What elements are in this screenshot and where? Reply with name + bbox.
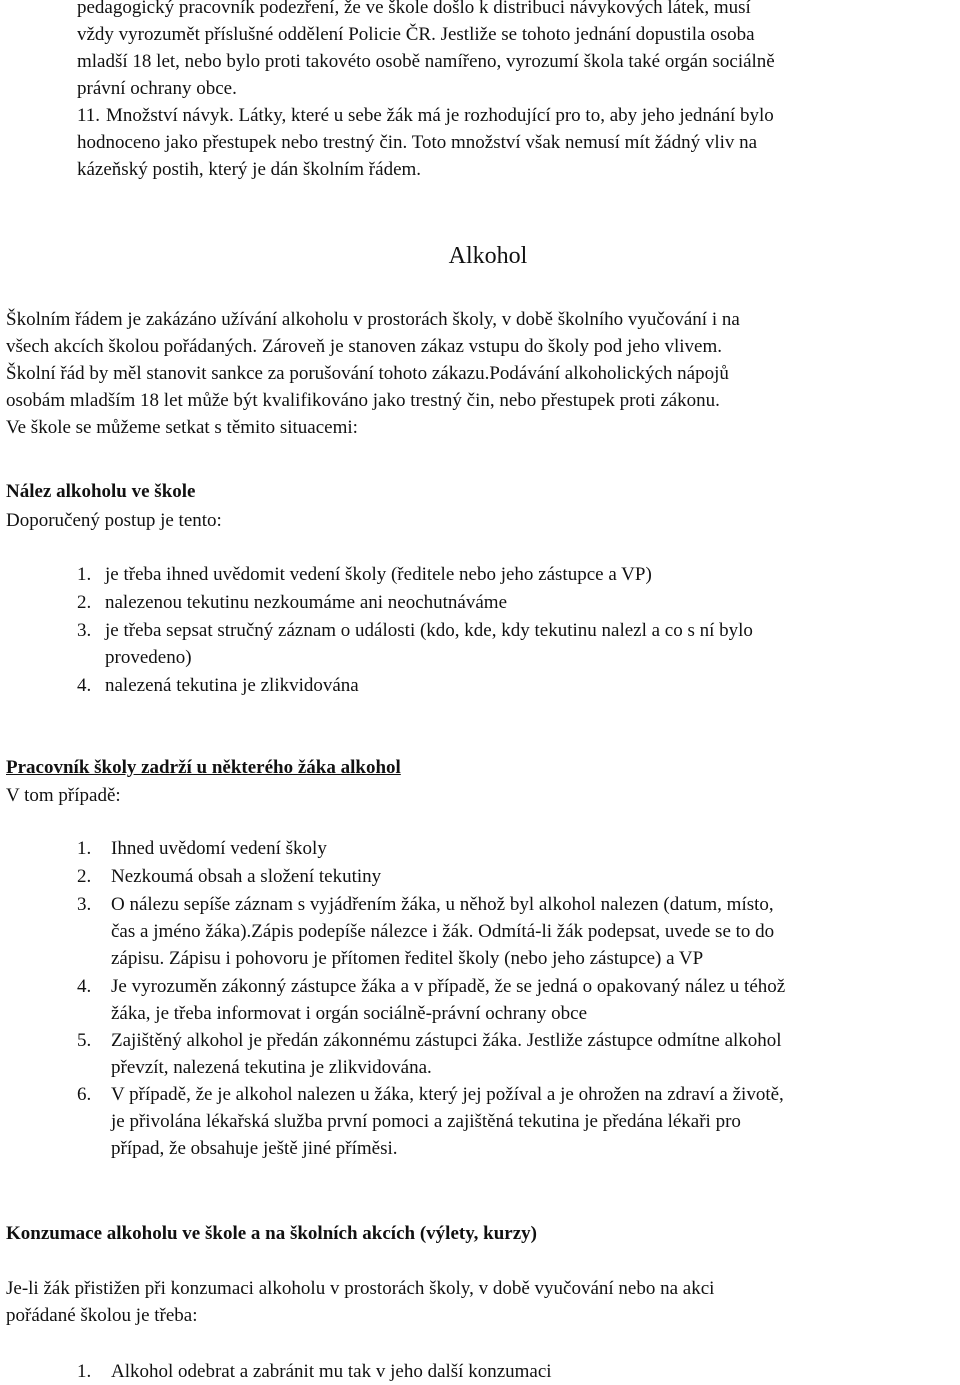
list-number: 5. [77,1030,92,1051]
text-line: Množství návyk. Látky, které u sebe žák má je rozhodující pro to, aby jeho jednání bylo [106,105,774,126]
text-line: zápisu. Zápisu i pohovoru je přítomen ředitel školy (nebo jeho zástupce) a VP [111,948,704,969]
text-line: pedagogický pracovník podezření, že ve škole došlo k distribuci návykových látek, musí [77,0,751,18]
text-line: Alkohol odebrat a zabránit mu tak v jeho další konzumaci [111,1361,552,1382]
list-number: 1. [77,564,92,585]
section-subheading: Doporučený postup je tento: [6,510,222,531]
text-line: osobám mladším 18 let může být kvalifikováno jako trestný čin, nebo přestupek proti zákonu. [6,390,720,411]
text-line: Zajištěný alkohol je předán zákonnému zástupci žáka. Jestliže zástupce odmítne alkohol [111,1030,782,1051]
text-line: hodnoceno jako přestupek nebo trestný čin. Toto množství však nemusí mít žádný vliv na [77,132,758,153]
text-line: nalezenou tekutinu nezkoumáme ani neochutnáváme [105,592,508,613]
text-line: je třeba ihned uvědomit vedení školy (ředitele nebo jeho zástupce a VP) [105,564,652,585]
alcohol-intro-paragraph [6,306,740,441]
text-line: Školní řád by měl stanovit sankce za porušování tohoto zákazu.Podávání alkoholických nápojů [6,363,729,384]
text-line: právní ochrany obce. [77,78,237,99]
list-number: 2. [77,866,92,887]
text-line: všech akcích školou pořádaných. Zároveň je stanoven zákaz vstupu do školy pod jeho vlivem. [6,336,722,357]
text-line: V případě, že je alkohol nalezen u žáka, který jej požíval a je ohrožen na zdraví a životě, [111,1084,784,1105]
section-heading-consumption: Konzumace alkoholu ve škole a na školních akcích (výlety, kurzy) [6,1223,537,1244]
text-line: Je vyrozuměn zákonný zástupce žáka a v případě, že se jedná o opakovaný nález u téhož [111,976,786,997]
intro-paragraph [77,0,775,102]
list-number: 1. [77,1361,92,1382]
list-number: 3. [77,620,92,641]
list-number: 2. [77,592,92,613]
text-line: provedeno) [105,647,192,668]
text-line: je přivolána lékařská služba první pomoci a zajištěná tekutina je předána lékaři pro [111,1111,741,1132]
list-number: 1. [77,838,92,859]
list-number: 6. [77,1084,92,1105]
text-line: Ihned uvědomí vedení školy [111,838,327,859]
text-line: mladší 18 let, nebo bylo proti takovéto osobě namířeno, vyrozumí škola také orgán sociálně [77,51,775,72]
consumption-intro-paragraph [6,1275,714,1329]
section-heading-finding: Nález alkoholu ve škole [6,481,196,502]
section-heading-alkohol [0,243,960,270]
text-line: nalezená tekutina je zlikvidována [105,675,359,696]
text-line: Školním řádem je zakázáno užívání alkoholu v prostorách školy, v době školního vyučování i na [6,309,740,330]
heading-text: Alkohol [448,243,528,269]
text-line: čas a jméno žáka).Zápis podepíše nálezce i žák. Odmítá-li žák podepsat, uvede se to do [111,921,775,942]
text-line: je třeba sepsat stručný záznam o události (kdo, kde, kdy tekutinu nalezl a co s ní bylo [105,620,753,641]
text-line: případ, že obsahuje ještě jiné příměsi. [111,1138,398,1159]
section-heading-detained: Pracovník školy zadrží u některého žáka alkohol [6,757,401,778]
text-line: Je-li žák přistižen při konzumaci alkoholu v prostorách školy, v době vyučování nebo na akci [6,1278,715,1299]
list-number: 3. [77,894,92,915]
text-line: pořádané školou je třeba: [6,1305,198,1326]
section-subheading: V tom případě: [6,785,121,806]
text-line: kázeňský postih, který je dán školním řádem. [77,159,422,180]
text-line: Nezkoumá obsah a složení tekutiny [111,866,382,887]
list-number: 4. [77,976,92,997]
list-number: 11. [77,105,101,126]
text-line: vždy vyrozumět příslušné oddělení Policie ČR. Jestliže se tohoto jednání dopustila osoba [77,24,755,45]
list-number: 4. [77,675,92,696]
text-line: převzít, nalezená tekutina je zlikvidována. [111,1057,432,1078]
text-line: Ve škole se můžeme setkat s těmito situacemi: [6,417,358,438]
text-line: O nálezu sepíše záznam s vyjádřením žáka, u něhož byl alkohol nalezen (datum, místo, [111,894,774,915]
text-line: žáka, je třeba informovat i orgán sociálně-právní ochrany obce [111,1003,588,1024]
